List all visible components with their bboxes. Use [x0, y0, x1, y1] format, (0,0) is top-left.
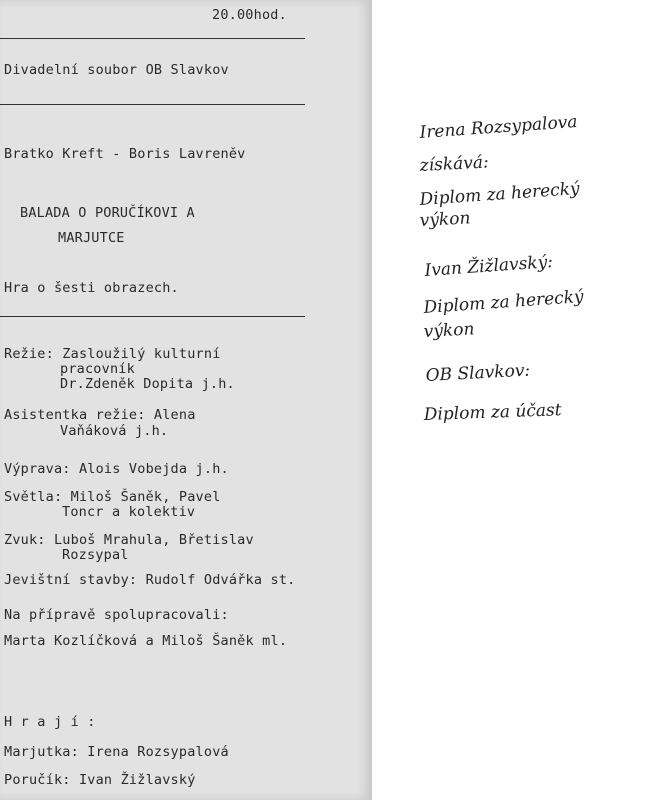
credit-directing-line2: pracovník — [60, 361, 135, 377]
credit-sound-line2: Rozsypal — [62, 547, 129, 563]
play-title-line1: BALADA O PORUČÍKOVI A — [20, 205, 195, 221]
cast-row: Poručík: Ivan Žižlavský — [4, 772, 196, 788]
credit-stage-construction: Jevištní stavby: Rudolf Odvářka st. — [4, 572, 296, 588]
handwritten-line: Irena Rozsypalova — [418, 112, 579, 143]
play-authors: Bratko Kreft - Boris Lavreněv — [4, 146, 246, 162]
ensemble-name: Divadelní soubor OB Slavkov — [4, 62, 229, 78]
handwritten-line: OB Slavkov: — [425, 360, 531, 386]
cooperation-label: Na přípravě spolupracovali: — [4, 607, 229, 623]
cast-row: Marjutka: Irena Rozsypalová — [4, 744, 229, 760]
performance-time: 20.00hod. — [212, 7, 287, 23]
handwritten-line: Diplom za herecký — [418, 178, 581, 210]
credit-sound: Zvuk: Luboš Mrahula, Břetislav — [4, 532, 254, 548]
credit-directing: Režie: Zasloužilý kulturní — [4, 346, 221, 362]
credit-directing-line3: Dr.Zdeněk Dopita j.h. — [60, 376, 235, 392]
cooperation-names: Marta Kozlíčková a Miloš Šaněk ml. — [4, 633, 288, 649]
handwritten-line: výkon — [423, 319, 475, 342]
credit-assistant-director: Asistentka režie: Alena — [4, 407, 196, 423]
handwritten-line: získává: — [419, 152, 490, 176]
handwritten-line: Ivan Žižlavský: — [423, 252, 554, 281]
play-title-line2: MARJUTCE — [58, 230, 125, 246]
cast-heading: H r a j í : — [4, 714, 96, 730]
handwritten-line: výkon — [419, 208, 471, 231]
credit-design: Výprava: Alois Vobejda j.h. — [4, 461, 229, 477]
play-subtitle: Hra o šesti obrazech. — [4, 280, 179, 296]
handwritten-line: Diplom za herecký — [422, 286, 585, 318]
credit-lights-line2: Toncr a kolektiv — [62, 504, 196, 520]
credit-lights: Světla: Miloš Šaněk, Pavel — [4, 489, 221, 505]
handwritten-line: Diplom za účast — [423, 400, 562, 425]
credit-assistant-director-line2: Vaňáková j.h. — [60, 423, 169, 439]
